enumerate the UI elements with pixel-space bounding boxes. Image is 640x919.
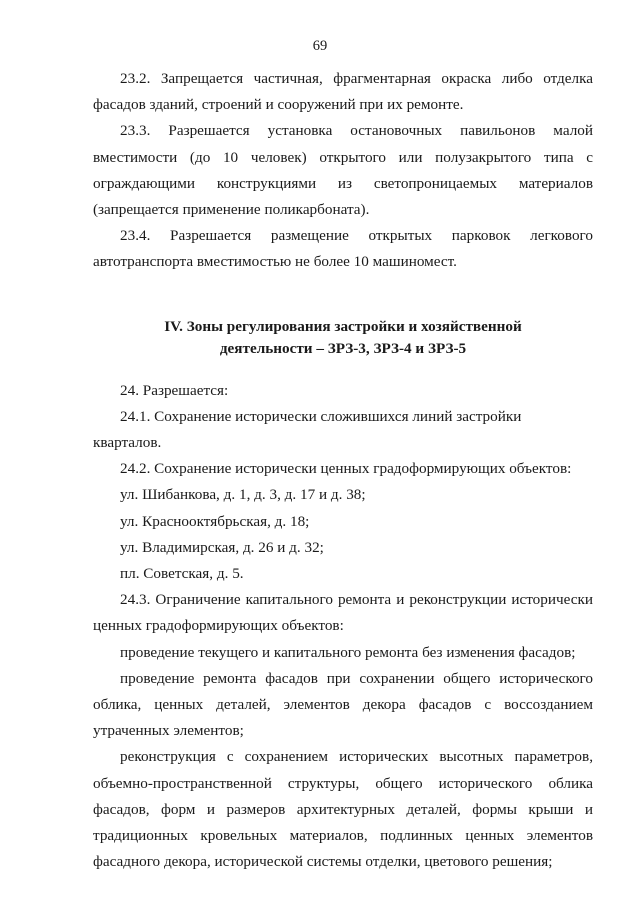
paragraph-line: ограждающими конструкциями из светопроницаемых материалов [93,174,593,192]
list-item: ул. Шибанкова, д. 1, д. 3, д. 17 и д. 38; [120,486,366,504]
paragraph-23-2 [93,66,593,118]
paragraph-current-repair [93,640,593,666]
list-item: ул. Краснооктябрьская, д. 18; [120,512,310,530]
paragraph-line: (запрещается применение поликарбоната). [93,201,370,219]
paragraph-line: проведение текущего и капитального ремонта без изменения фасадов; [120,643,576,661]
paragraph-line: 23.4. Разрешается размещение открытых парковок легкового [120,227,593,245]
paragraph-line: реконструкция с сохранением исторических высотных параметров, [120,748,593,766]
document-body [93,66,593,875]
allowed-list [93,378,593,588]
list-item: пл. Советская, д. 5. [120,565,244,583]
paragraph-line: проведение ремонта фасадов при сохранении общего исторического [120,669,593,687]
paragraph-23-3 [93,118,593,223]
paragraph-line: 23.3. Разрешается установка остановочных павильонов малой [120,122,593,140]
paragraph-line: автотранспорта вместимостью не более 10 машиномест. [93,253,457,271]
paragraph-line: фасадов, форм и размеров архитектурных деталей, формы крыши и [93,800,593,818]
paragraph-facade-repair [93,666,593,745]
paragraph-23-4 [93,223,593,275]
list-item: 24. Разрешается: [120,381,229,399]
list-item: 24.2. Сохранение исторически ценных градоформирующих объектов: [120,460,572,478]
paragraph-line: утраченных элементов; [93,722,244,740]
section-title [93,316,593,360]
section-title-line: деятельности – ЗРЗ-3, ЗРЗ-4 и ЗРЗ-5 [219,339,467,357]
paragraph-line: ценных градоформирующих объектов: [93,617,344,635]
list-item: 24.1. Сохранение исторически сложившихся линий застройки кварталов. [93,407,522,452]
paragraph-line: традиционных кровельных материалов, подлинных ценных элементов [93,827,593,845]
paragraph-line: объемно-пространственной структуры, общего исторического облика [93,774,593,792]
paragraph-line: фасадов зданий, строений и сооружений при их ремонте. [93,96,464,114]
paragraph-24-3 [93,587,593,639]
paragraph-line: облика, ценных деталей, элементов декора фасадов с воссозданием [93,696,593,714]
paragraph-line: фасадного декора, исторической системы отделки, цветового решения; [93,853,553,871]
paragraph-line: 24.3. Ограничение капитального ремонта и реконструкции исторически [120,591,593,609]
paragraph-line: вместимости (до 10 человек) открытого или полузакрытого типа с [93,148,593,166]
page-number: 69 [312,38,328,54]
paragraph-line: 23.2. Запрещается частичная, фрагментарная окраска либо отделка [120,70,593,87]
list-item: ул. Владимирская, д. 26 и д. 32; [120,538,324,556]
paragraph-reconstruction [93,744,593,875]
section-title-line: IV. Зоны регулирования застройки и хозяйственной [164,317,522,335]
